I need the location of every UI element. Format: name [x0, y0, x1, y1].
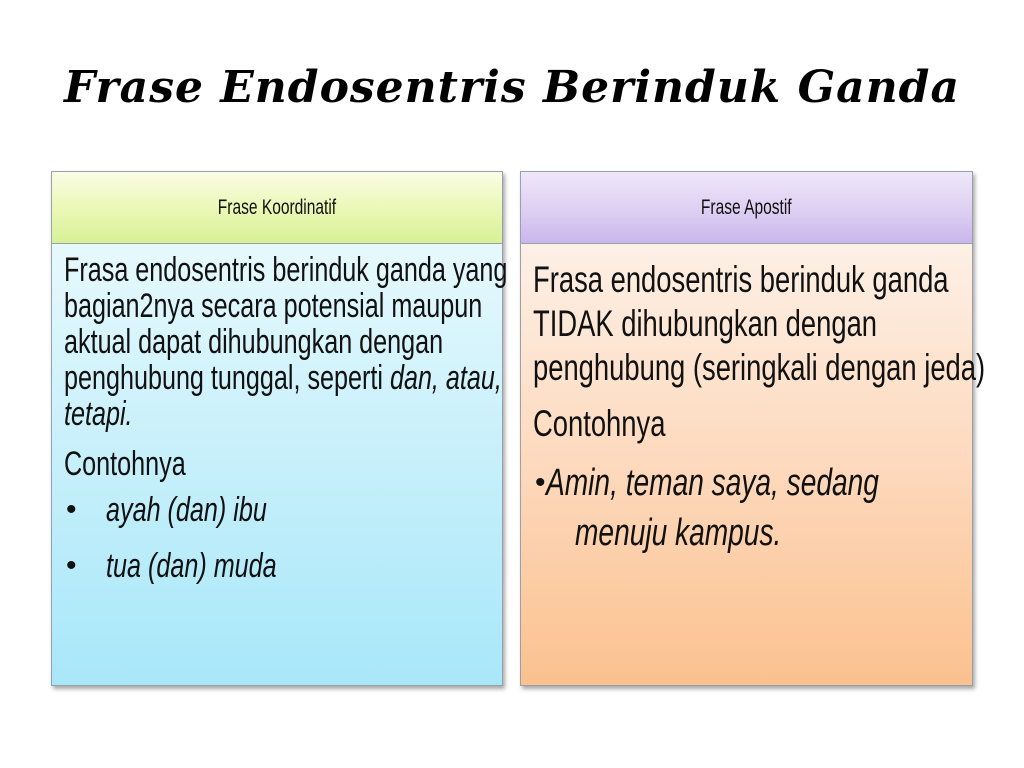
definition-line: Frasa endosentris berinduk ganda [533, 259, 949, 300]
definition-line: Frasa endosentris berinduk ganda yang [64, 251, 508, 289]
panel-apostif [520, 171, 986, 686]
example-text: ayah (dan) ibu [106, 491, 267, 529]
panel-header-label: Frase Apostif [701, 195, 792, 219]
panel-header-label: Frase Koordinatif [217, 195, 337, 219]
bullet-icon: • [66, 549, 77, 582]
list-item [64, 538, 488, 594]
example-label: Contohnya [533, 403, 666, 444]
panel-body-koordinatif [52, 244, 508, 685]
panel-header-koordinatif [52, 172, 502, 244]
panel-body-apostif [521, 244, 986, 685]
list-item-continuation [533, 508, 958, 558]
slide-title: Frase Endosentris Berinduk Ganda [64, 62, 960, 113]
conjunction-examples-cont: tetapi. [64, 395, 133, 433]
panel-header-apostif [521, 172, 972, 244]
bullet-icon: • [66, 493, 77, 526]
panel-koordinatif [51, 171, 508, 686]
conjunction-examples: dan, atau, [389, 359, 502, 397]
example-label: Contohnya [64, 445, 186, 483]
definition-line: aktual dapat dihubungkan dengan [64, 323, 444, 361]
example-text: tua (dan) muda [106, 547, 277, 585]
definition-text: penghubung tunggal, seperti [64, 359, 390, 397]
definition-line: penghubung (seringkali dengan jeda) [533, 347, 986, 388]
definition-line: bagian2nya secara potensial maupun [64, 287, 483, 325]
example-text: Amin, teman saya, sedang [545, 462, 879, 504]
bullet-icon: • [535, 466, 546, 499]
definition-line [64, 360, 502, 396]
list-item [64, 482, 488, 538]
example-text: menuju kampus. [575, 512, 782, 554]
list-item [533, 458, 958, 508]
definition-line: TIDAK dihubungkan dengan [533, 303, 878, 344]
